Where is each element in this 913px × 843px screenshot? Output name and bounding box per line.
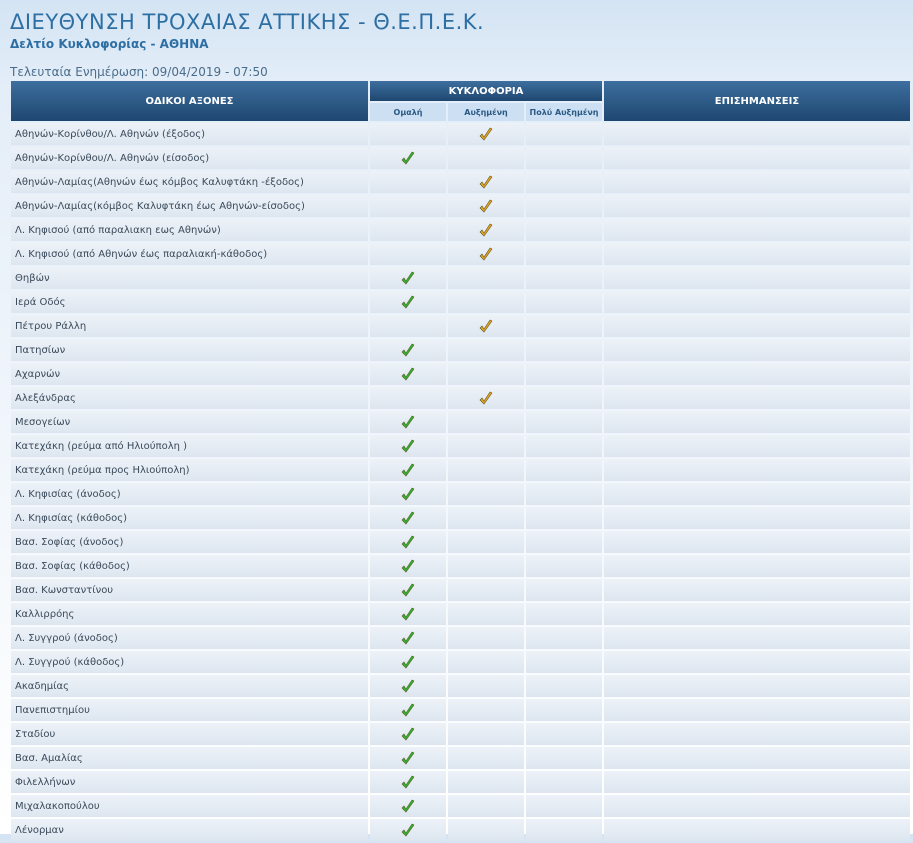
status-cell-normal <box>370 315 446 337</box>
status-cell-increased <box>448 555 524 577</box>
status-cell-increased <box>448 651 524 673</box>
notes-cell <box>604 411 910 433</box>
notes-cell <box>604 363 910 385</box>
subheader-increased: Αυξημένη <box>448 103 524 121</box>
check-icon <box>400 653 416 672</box>
table-row <box>11 147 910 169</box>
check-icon <box>478 245 494 264</box>
status-cell-increased <box>448 723 524 745</box>
status-cell-very-increased <box>526 747 602 769</box>
status-cell-increased <box>448 243 524 265</box>
road-name: Αθηνών-Λαμίας(Αθηνών έως κόμβος Καλυφτάκη -έξοδος) <box>11 171 368 193</box>
road-name: Κατεχάκη (ρεύμα από Ηλιούπολη ) <box>11 435 368 457</box>
status-cell-normal <box>370 411 446 433</box>
notes-cell <box>604 123 910 145</box>
status-cell-very-increased <box>526 507 602 529</box>
status-cell-increased <box>448 339 524 361</box>
status-cell-normal <box>370 291 446 313</box>
status-cell-very-increased <box>526 123 602 145</box>
page-title: ΔΙΕΥΘΥΝΣΗ ΤΡΟΧΑΙΑΣ ΑΤΤΙΚΗΣ - Θ.Ε.Π.Ε.Κ. <box>10 10 485 34</box>
table-row <box>11 291 910 313</box>
status-cell-very-increased <box>526 243 602 265</box>
table-body <box>11 123 910 841</box>
last-update-text: Τελευταία Ενημέρωση: 09/04/2019 - 07:50 <box>10 65 268 79</box>
road-name: Φιλελλήνων <box>11 771 368 793</box>
status-cell-increased <box>448 603 524 625</box>
status-cell-increased <box>448 675 524 697</box>
notes-cell <box>604 219 910 241</box>
status-cell-increased <box>448 531 524 553</box>
road-name: Αθηνών-Λαμίας(κόμβος Καλυφτάκη έως Αθηνών-είσοδος) <box>11 195 368 217</box>
table-row <box>11 363 910 385</box>
road-name: Λ. Συγγρού (κάθοδος) <box>11 651 368 673</box>
status-cell-increased <box>448 747 524 769</box>
notes-cell <box>604 771 910 793</box>
table-row <box>11 243 910 265</box>
check-icon <box>400 605 416 624</box>
notes-cell <box>604 507 910 529</box>
road-name: Μεσογείων <box>11 411 368 433</box>
status-cell-very-increased <box>526 555 602 577</box>
check-icon <box>400 341 416 360</box>
road-name: Ιερά Οδός <box>11 291 368 313</box>
table-row <box>11 699 910 721</box>
notes-cell <box>604 339 910 361</box>
status-cell-very-increased <box>526 435 602 457</box>
table-row <box>11 123 910 145</box>
status-cell-increased <box>448 699 524 721</box>
road-name: Λ. Συγγρού (άνοδος) <box>11 627 368 649</box>
road-name: Πέτρου Ράλλη <box>11 315 368 337</box>
status-cell-normal <box>370 699 446 721</box>
status-cell-very-increased <box>526 819 602 841</box>
status-cell-normal <box>370 531 446 553</box>
check-icon <box>400 557 416 576</box>
status-cell-normal <box>370 363 446 385</box>
check-icon <box>400 509 416 528</box>
check-icon <box>400 629 416 648</box>
status-cell-increased <box>448 435 524 457</box>
notes-cell <box>604 243 910 265</box>
status-cell-very-increased <box>526 675 602 697</box>
status-cell-very-increased <box>526 483 602 505</box>
status-cell-very-increased <box>526 195 602 217</box>
notes-cell <box>604 747 910 769</box>
status-cell-increased <box>448 795 524 817</box>
table-row <box>11 675 910 697</box>
status-cell-very-increased <box>526 723 602 745</box>
column-header-traffic: ΚΥΚΛΟΦΟΡΙΑ <box>370 81 602 101</box>
road-name: Λ. Κηφισίας (άνοδος) <box>11 483 368 505</box>
check-icon <box>400 725 416 744</box>
notes-cell <box>604 435 910 457</box>
status-cell-increased <box>448 219 524 241</box>
status-cell-normal <box>370 459 446 481</box>
status-cell-very-increased <box>526 459 602 481</box>
table-row <box>11 531 910 553</box>
table-row <box>11 339 910 361</box>
road-name: Μιχαλακοπούλου <box>11 795 368 817</box>
check-icon <box>478 389 494 408</box>
notes-cell <box>604 819 910 841</box>
table-row <box>11 651 910 673</box>
notes-cell <box>604 171 910 193</box>
status-cell-normal <box>370 675 446 697</box>
check-icon <box>400 749 416 768</box>
road-name: Βασ. Αμαλίας <box>11 747 368 769</box>
check-icon <box>400 533 416 552</box>
road-name: Κατεχάκη (ρεύμα προς Ηλιούπολη) <box>11 459 368 481</box>
status-cell-very-increased <box>526 267 602 289</box>
check-icon <box>478 173 494 192</box>
status-cell-increased <box>448 147 524 169</box>
road-name: Αθηνών-Κορίνθου/Λ. Αθηνών (είσοδος) <box>11 147 368 169</box>
notes-cell <box>604 315 910 337</box>
table-row <box>11 387 910 409</box>
check-icon <box>478 317 494 336</box>
status-cell-increased <box>448 627 524 649</box>
status-cell-increased <box>448 771 524 793</box>
notes-cell <box>604 147 910 169</box>
check-icon <box>400 821 416 840</box>
road-name: Πατησίων <box>11 339 368 361</box>
status-cell-very-increased <box>526 411 602 433</box>
status-cell-increased <box>448 363 524 385</box>
status-cell-normal <box>370 651 446 673</box>
status-cell-very-increased <box>526 291 602 313</box>
table-row <box>11 411 910 433</box>
status-cell-very-increased <box>526 171 602 193</box>
notes-cell <box>604 579 910 601</box>
notes-cell <box>604 795 910 817</box>
status-cell-increased <box>448 171 524 193</box>
road-name: Βασ. Κωνσταντίνου <box>11 579 368 601</box>
road-name: Πανεπιστημίου <box>11 699 368 721</box>
notes-cell <box>604 531 910 553</box>
road-name: Λ. Κηφισού (από παραλιακη εως Αθηνών) <box>11 219 368 241</box>
status-cell-normal <box>370 483 446 505</box>
check-icon <box>478 221 494 240</box>
traffic-table <box>9 79 912 843</box>
table-row <box>11 435 910 457</box>
status-cell-increased <box>448 507 524 529</box>
status-cell-very-increased <box>526 579 602 601</box>
road-name: Αχαρνών <box>11 363 368 385</box>
road-name: Βασ. Σοφίας (άνοδος) <box>11 531 368 553</box>
status-cell-normal <box>370 507 446 529</box>
table-row <box>11 795 910 817</box>
status-cell-normal <box>370 579 446 601</box>
notes-cell <box>604 627 910 649</box>
status-cell-very-increased <box>526 219 602 241</box>
status-cell-very-increased <box>526 651 602 673</box>
status-cell-very-increased <box>526 147 602 169</box>
status-cell-very-increased <box>526 795 602 817</box>
status-cell-normal <box>370 747 446 769</box>
table-row <box>11 195 910 217</box>
column-header-notes: ΕΠΙΣΗΜΑΝΣΕΙΣ <box>604 81 910 121</box>
status-cell-very-increased <box>526 339 602 361</box>
status-cell-very-increased <box>526 771 602 793</box>
table-row <box>11 459 910 481</box>
notes-cell <box>604 699 910 721</box>
notes-cell <box>604 459 910 481</box>
notes-cell <box>604 291 910 313</box>
road-name: Λ. Κηφισού (από Αθηνών έως παραλιακή-κάθοδος) <box>11 243 368 265</box>
check-icon <box>478 197 494 216</box>
status-cell-normal <box>370 555 446 577</box>
table-row <box>11 171 910 193</box>
status-cell-increased <box>448 579 524 601</box>
check-icon <box>400 149 416 168</box>
check-icon <box>400 413 416 432</box>
status-cell-increased <box>448 195 524 217</box>
notes-cell <box>604 387 910 409</box>
check-icon <box>400 365 416 384</box>
status-cell-normal <box>370 771 446 793</box>
status-cell-increased <box>448 387 524 409</box>
check-icon <box>478 125 494 144</box>
notes-cell <box>604 723 910 745</box>
status-cell-increased <box>448 411 524 433</box>
status-cell-increased <box>448 291 524 313</box>
table-row <box>11 507 910 529</box>
check-icon <box>400 437 416 456</box>
road-name: Θηβών <box>11 267 368 289</box>
check-icon <box>400 461 416 480</box>
status-cell-normal <box>370 267 446 289</box>
status-cell-normal <box>370 795 446 817</box>
table-row <box>11 267 910 289</box>
road-name: Αλεξάνδρας <box>11 387 368 409</box>
table-row <box>11 723 910 745</box>
status-cell-increased <box>448 459 524 481</box>
notes-cell <box>604 603 910 625</box>
status-cell-increased <box>448 483 524 505</box>
status-cell-increased <box>448 267 524 289</box>
status-cell-normal <box>370 219 446 241</box>
table-row <box>11 555 910 577</box>
check-icon <box>400 581 416 600</box>
status-cell-very-increased <box>526 315 602 337</box>
status-cell-very-increased <box>526 363 602 385</box>
table-row <box>11 627 910 649</box>
status-cell-very-increased <box>526 387 602 409</box>
column-header-roads: ΟΔΙΚΟΙ ΑΞΟΝΕΣ <box>11 81 368 121</box>
table-row <box>11 819 910 841</box>
check-icon <box>400 701 416 720</box>
road-name: Βασ. Σοφίας (κάθοδος) <box>11 555 368 577</box>
notes-cell <box>604 267 910 289</box>
table-row <box>11 483 910 505</box>
subheader-very-increased: Πολύ Αυξημένη <box>526 103 602 121</box>
check-icon <box>400 269 416 288</box>
notes-cell <box>604 483 910 505</box>
status-cell-increased <box>448 315 524 337</box>
check-icon <box>400 293 416 312</box>
road-name: Αθηνών-Κορίνθου/Λ. Αθηνών (έξοδος) <box>11 123 368 145</box>
check-icon <box>400 485 416 504</box>
table-row <box>11 219 910 241</box>
subheader-normal: Ομαλή <box>370 103 446 121</box>
road-name: Καλλιρρόης <box>11 603 368 625</box>
table-row <box>11 747 910 769</box>
status-cell-very-increased <box>526 699 602 721</box>
status-cell-normal <box>370 723 446 745</box>
check-icon <box>400 797 416 816</box>
road-name: Σταδίου <box>11 723 368 745</box>
table-row <box>11 579 910 601</box>
notes-cell <box>604 651 910 673</box>
status-cell-normal <box>370 819 446 841</box>
status-cell-very-increased <box>526 603 602 625</box>
status-cell-very-increased <box>526 531 602 553</box>
status-cell-normal <box>370 147 446 169</box>
road-name: Λένορμαν <box>11 819 368 841</box>
status-cell-normal <box>370 435 446 457</box>
status-cell-normal <box>370 387 446 409</box>
status-cell-very-increased <box>526 627 602 649</box>
notes-cell <box>604 195 910 217</box>
status-cell-normal <box>370 627 446 649</box>
check-icon <box>400 677 416 696</box>
road-name: Λ. Κηφισίας (κάθοδος) <box>11 507 368 529</box>
status-cell-normal <box>370 339 446 361</box>
status-cell-normal <box>370 123 446 145</box>
status-cell-increased <box>448 123 524 145</box>
page-subtitle: Δελτίο Κυκλοφορίας - ΑΘΗΝΑ <box>10 37 209 51</box>
road-name: Ακαδημίας <box>11 675 368 697</box>
check-icon <box>400 773 416 792</box>
table-row <box>11 771 910 793</box>
notes-cell <box>604 555 910 577</box>
status-cell-normal <box>370 243 446 265</box>
status-cell-normal <box>370 603 446 625</box>
notes-cell <box>604 675 910 697</box>
table-row <box>11 603 910 625</box>
status-cell-normal <box>370 195 446 217</box>
status-cell-normal <box>370 171 446 193</box>
table-row <box>11 315 910 337</box>
status-cell-increased <box>448 819 524 841</box>
